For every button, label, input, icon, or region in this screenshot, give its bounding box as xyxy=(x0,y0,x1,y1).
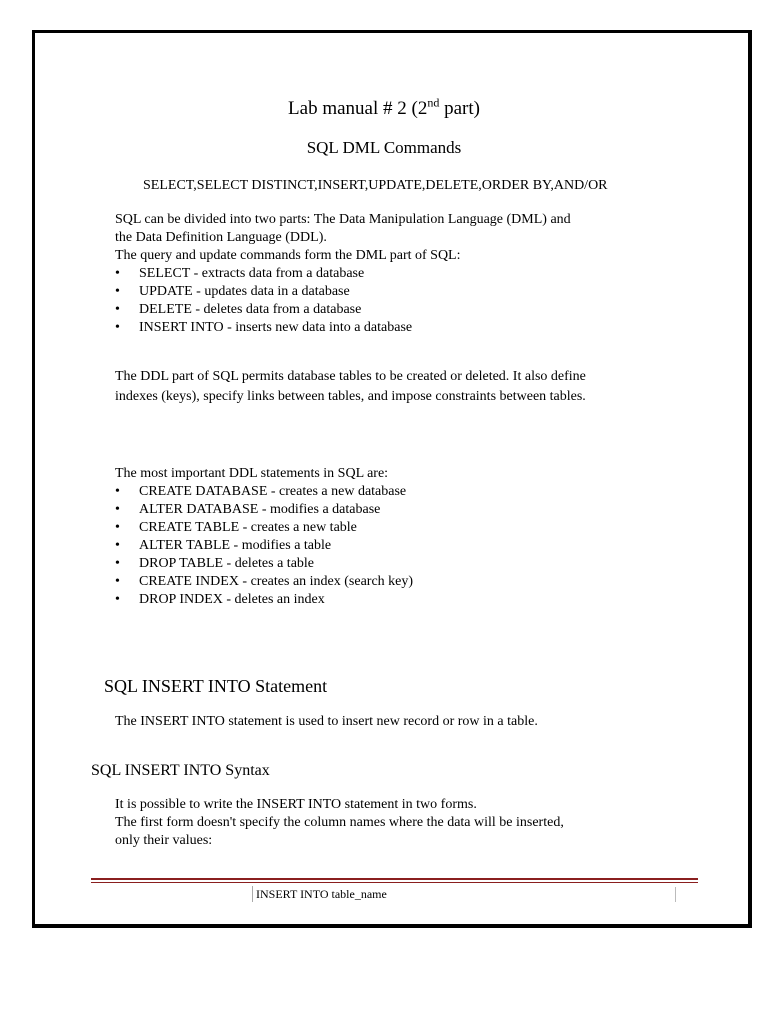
title-superscript: nd xyxy=(427,95,440,110)
code-divider-bottom xyxy=(91,882,698,883)
list-item: • CREATE INDEX - creates an index (search key) xyxy=(115,573,413,591)
list-item: • ALTER TABLE - modifies a table xyxy=(115,537,413,555)
list-item: • CREATE TABLE - creates a new table xyxy=(115,519,413,537)
insert-into-heading: SQL INSERT INTO Statement xyxy=(104,676,328,696)
syntax-line-3: only their values: xyxy=(115,833,213,848)
page-subtitle: SQL DML Commands xyxy=(306,138,462,157)
list-item: • ALTER DATABASE - modifies a database xyxy=(115,501,413,519)
list-item: • UPDATE - updates data in a database xyxy=(115,283,412,301)
code-divider-top xyxy=(91,878,698,880)
syntax-line-1: It is possible to write the INSERT INTO statement in two forms. xyxy=(115,797,477,812)
list-item: • DROP TABLE - deletes a table xyxy=(115,555,413,573)
syntax-line-2: The first form doesn't specify the column names where the data will be inserted, xyxy=(115,815,564,830)
code-line: INSERT INTO table_name xyxy=(252,886,387,902)
intro-line-2: the Data Definition Language (DDL). xyxy=(115,230,327,245)
ddl-paragraph-line-1: The DDL part of SQL permits database tables to be created or deleted. It also define xyxy=(115,369,586,384)
intro-line-3: The query and update commands form the DML part of SQL: xyxy=(115,248,461,263)
list-item: • SELECT - extracts data from a database xyxy=(115,265,412,283)
dml-list xyxy=(115,265,412,337)
code-cell-border xyxy=(675,887,676,902)
ddl-list xyxy=(115,483,413,609)
insert-into-description: The INSERT INTO statement is used to insert new record or row in a table. xyxy=(115,714,538,729)
list-item: • DROP INDEX - deletes an index xyxy=(115,591,413,609)
ddl-intro: The most important DDL statements in SQL are: xyxy=(115,466,389,481)
ddl-paragraph-line-2: indexes (keys), specify links between tables, and impose constraints between tables. xyxy=(115,389,586,404)
syntax-heading: SQL INSERT INTO Syntax xyxy=(91,762,270,779)
page-title: Lab manual # 2 (2nd part) xyxy=(288,95,480,119)
commands-list: SELECT,SELECT DISTINCT,INSERT,UPDATE,DELETE,ORDER BY,AND/OR xyxy=(143,178,608,193)
intro-line-1: SQL can be divided into two parts: The Data Manipulation Language (DML) and xyxy=(115,212,571,227)
list-item: • INSERT INTO - inserts new data into a database xyxy=(115,319,412,337)
list-item: • CREATE DATABASE - creates a new database xyxy=(115,483,413,501)
list-item: • DELETE - deletes data from a database xyxy=(115,301,412,319)
